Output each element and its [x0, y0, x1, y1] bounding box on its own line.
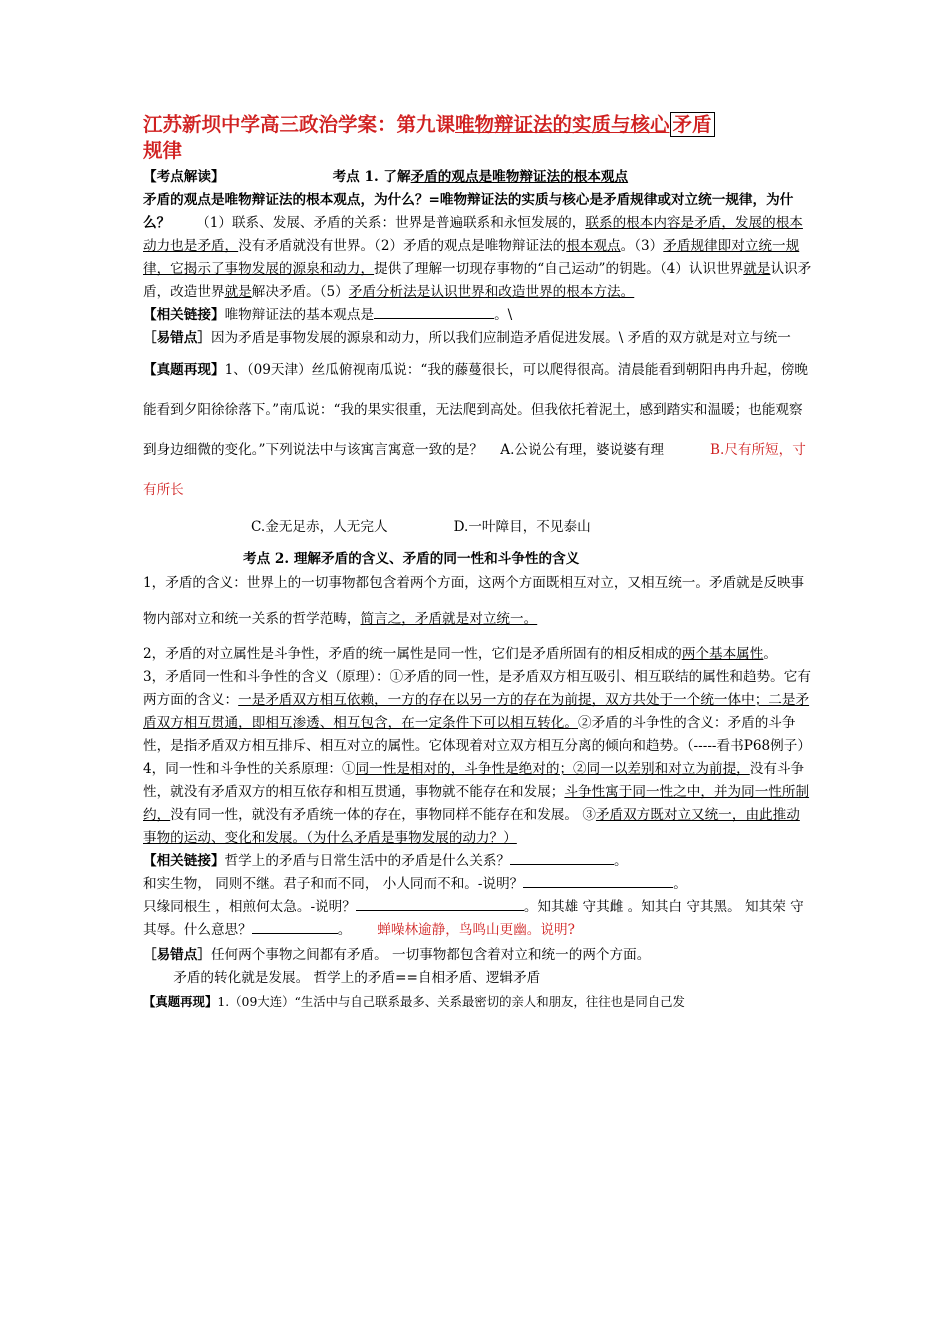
answer-blank[interactable]	[252, 919, 338, 934]
title-boxed-word: 矛盾	[670, 112, 715, 137]
kd1-heading-line: 【考点解读】 考点 1. 了解矛盾的观点是唯物辩证法的根本观点	[143, 169, 629, 185]
option-d: D.一叶障目，不见泰山	[453, 519, 591, 535]
answer-blank[interactable]	[374, 304, 494, 319]
kd2-heading: 考点 2. 理解矛盾的含义、矛盾的同一性和斗争性的含义	[243, 551, 580, 567]
real1: 【真题再现】1、（09天津）丝瓜俯视南瓜说：“我的藤蔓很长，可以爬得很高。清晨能看到朝阳冉冉升起，傍晚能看到夕阳徐徐落下。”南瓜说：“我的果实很重，无法爬到高处。但我依托着泥土，感到踏实和温暖；也能观察到身边细微的变化。”下列说法中与该寓言寓意一致的是？ A.公说公有理，婆说婆有理 B.尺有所短，寸有所长	[143, 362, 808, 498]
err1: ［易错点］因为矛盾是事物发展的源泉和动力，所以我们应制造矛盾促进发展。\ 矛盾的双方就是对立与统一	[143, 330, 791, 346]
link2: 【相关链接】哲学上的矛盾与日常生活中的矛盾是什么关系？ 。 和实生物， 同则不继。君子和而不同， 小人同而不和。-说明？ 。 只缘同根生 ，相煎何太急。-说明？ 。知其雄 守其雌 。知其白 守其黑。 知其荣 守其辱。什么意思？ 。 蝉噪林逾静，鸟鸣山更幽。说明?	[143, 850, 813, 942]
kd2-p1: 1，矛盾的含义：世界上的一切事物都包含着两个方面，这两个方面既相互对立，又相互统一。矛盾就是反映事物内部对立和统一关系的哲学范畴，简言之，矛盾就是对立统一。	[143, 575, 805, 627]
kd2-p3: 3，矛盾同一性和斗争性的含义（原理）：①矛盾的同一性，是矛盾双方相互吸引、相互联结的属性和趋势。它有两方面的含义：一是矛盾双方相互依赖，一方的存在以另一方的存在为前提，双方共处于一个统一体中；二是矛盾双方相互贯通，即相互渗透、相互包含，在一定条件下可以相互转化。②矛盾的斗争性的含义：矛盾的斗争性，是指矛盾双方相互排斥、相互对立的属性。它体现着对立双方相互分离的倾向和趋势。（-----看书P68例子）	[143, 669, 811, 754]
err2: ［易错点］任何两个事物之间都有矛盾。 一切事物都包含着对立和统一的两个方面。 矛盾的转化就是发展。 哲学上的矛盾==自相矛盾、逻辑矛盾	[143, 947, 651, 986]
answer-blank[interactable]	[510, 850, 614, 865]
option-c: C.金无足赤，人无完人	[251, 519, 388, 535]
option-a: A.公说公有理，婆说婆有理	[500, 442, 664, 458]
kd2-p2: 2，矛盾的对立属性是斗争性，矛盾的统一属性是同一性，它们是矛盾所固有的相反相成的两个基本属性。	[143, 646, 777, 662]
answer-blank[interactable]	[523, 873, 673, 888]
real1-options-cd	[143, 510, 813, 544]
answer-blank[interactable]	[356, 896, 524, 911]
real2: 【真题再现】1.（09大连）“生活中与自己联系最多、关系最密切的亲人和朋友，往往也是同自己发	[143, 994, 685, 1009]
option-b-answer: B.尺有所短，寸有所长	[143, 442, 806, 498]
kd1-body: 矛盾的观点是唯物辩证法的根本观点，为什么？=唯物辩证法的实质与核心是矛盾规律或对立统一规律，为什么？ （1）联系、发展、矛盾的关系：世界是普遍联系和永恒发展的，联系的根本内容是矛盾，发展的根本动力也是矛盾，没有矛盾就没有世界。（2）矛盾的观点是唯物辩证法的根本观点。（3）矛盾规律即对立统一规律，它揭示了事物发展的源泉和动力，提供了理解一切现存事物的“自己运动”的钥匙。（4）认识世界就是认识矛盾，改造世界就是解决矛盾。（5）矛盾分析法是认识世界和改造世界的根本方法。	[143, 192, 812, 300]
page-title: 江苏新坝中学高三政治学案：第九课唯物辩证法的实质与核心 矛盾 规律	[143, 112, 813, 164]
document-page	[143, 112, 813, 1013]
kd2-p4: 4，同一性和斗争性的关系原理：①同一性是相对的，斗争性是绝对的；②同一以差别和对立为前提，没有斗争性，就没有矛盾双方的相互依存和相互贯通，事物就不能存在和发展；斗争性寓于同一性之中，并为同一性所制约，没有同一性，就没有矛盾统一体的存在，事物同样不能存在和发展。 ③矛盾双方既对立又统一，由此推动事物的运动、变化和发展。（为什么矛盾是事物发展的动力？）	[143, 761, 810, 846]
link1: 【相关链接】唯物辩证法的基本观点是 。\	[143, 304, 813, 327]
